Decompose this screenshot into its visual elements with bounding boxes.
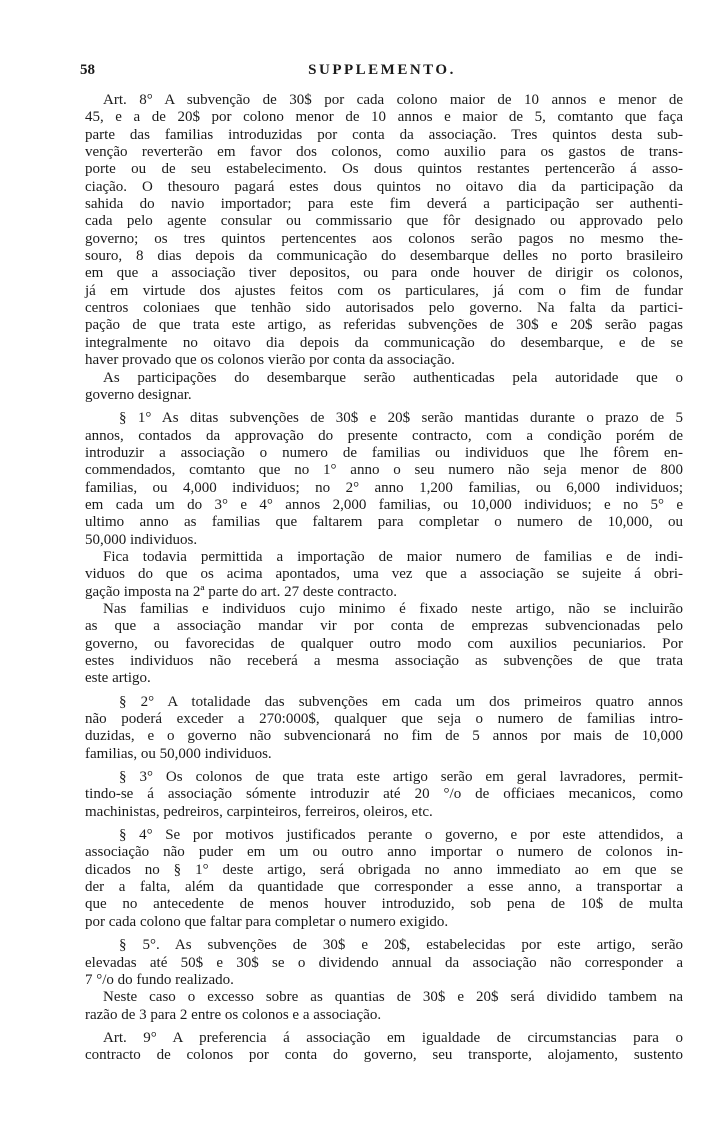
paragraph [85,937,683,989]
text-line: em que a associação tiver depositos, ou para onde houver de dirigir os colonos, [85,265,683,282]
text-line: annos, contados da approvação do presente contracto, com a condição porém de [85,427,683,444]
text-line: 45, e a de 20$ por colono menor de 10 annos e maior de 5, comtanto que faça [85,109,683,126]
text-line: Art. 9° A preferencia á associação em igualdade de circumstancias para o [103,1029,683,1046]
text-line: 50,000 individuos. [85,531,198,548]
paragraph [85,989,683,1024]
text-line: que no antecedente de menos houver introduzido, sob pena de 10$ de multa [85,896,683,913]
text-line: sahida do navio importador; para este fim deverá a participação ser authenti- [85,196,683,213]
text-line: tindo-se á associação sómente introduzir até 20 °/o de officiaes mecanicos, como [85,786,683,803]
text-line: ciação. O thesouro pagará estes dous quintos no oitavo dia da participação da [85,178,683,195]
paragraph [85,410,683,549]
text-line: der a falta, além da quantidade que corresponder a esse anno, a transportar a [85,879,683,896]
text-line: parte das familias introduzidas por conta da associação. Tres quintos desta sub- [85,126,683,143]
paragraph [85,92,683,370]
text-line: Neste caso o excesso sobre as quantias de 30$ e 20$ será dividido tambem na [103,989,683,1006]
text-line: introduzir a associação o numero de familias ou individuos que lhe fôrem en- [85,444,683,461]
text-line: porte ou de seu estabelecimento. Os dous quintos restantes pertencerão á asso- [85,161,683,178]
text-line: commendados, comtanto que no 1° anno o seu numero não seja menor de 800 [85,462,683,479]
text-line: familias, ou 4,000 individuos; no 2° anno 1,200 familias, ou 6,000 individuos; [85,479,683,496]
text-line: Art. 8° A subvenção de 30$ por cada colono maior de 10 annos e menor de [103,92,683,108]
text-line: 7 °/o do fundo realizado. [85,971,234,988]
paragraph [85,694,683,763]
text-line: § 5°. As subvenções de 30$ e 20$, estabelecidas por este artigo, serão [119,937,683,954]
page-header [80,62,684,82]
text-line: § 1° As ditas subvenções de 30$ e 20$ serão mantidas durante o prazo de 5 [119,410,683,427]
text-line: associação não puder em um ou outro anno importar o numero de colonos in- [85,844,683,861]
paragraph [85,601,683,688]
text-line: § 2° A totalidade das subvenções em cada um dos primeiros quatro annos [119,693,683,710]
text-line: viduos do que os acima apontados, uma vez que a associação se sujeite á obri- [85,566,683,583]
text-line: pação de que trata este artigo, as referidas subvenções de 30$ e 20$ serão pagas [85,317,683,334]
text-line: centros coloniaes que tenhão sido autorisados pelo governo. Na falta da partici- [85,300,683,317]
running-title: SUPPLEMENTO. [308,62,456,78]
text-line: em cada um do 3° e 4° annos 2,000 familias, ou 10,000 individuos; e no 5° e [85,496,683,513]
text-line: § 3° Os colonos de que trata este artigo serão em geral lavradores, permit- [119,769,683,786]
text-line: haver provado que os colonos vierão por conta da associação. [85,352,455,369]
text-line: souro, 8 dias depois da communicação do desembarque delles no porto brasileiro [85,248,683,265]
text-line: contracto de colonos por conta do governo, seu transporte, alojamento, sustento [85,1047,683,1064]
text-line: governo, ou favorecidas de qualquer outro modo com auxilios pecuniarios. Por [85,635,683,652]
text-line: duzidas, e o governo não subvencionará no fim de 5 annos por mais de 10,000 [85,728,683,745]
paragraph [85,769,683,821]
text-line: venção reverterão em favor dos colonos, como auxilio para os gastos de trans- [85,144,683,161]
page-number: 58 [80,62,95,78]
paragraph [85,827,683,931]
text-line: Nas familias e individuos cujo minimo é fixado neste artigo, não se incluirão [103,600,683,617]
paragraph [85,1030,683,1065]
text-line: este artigo. [85,670,151,687]
text-line: cada pelo agente consular ou commissario que fôr designado ou approvado pelo [85,213,683,230]
text-line: estes individuos não receberá a mesma associação as subvenções de que trata [85,653,683,669]
text-line: governo designar. [85,386,192,403]
text-line: ultimo anno as familias que faltarem para completar o numero de 10,000, ou [85,514,683,531]
text-line: familias, ou 50,000 individuos. [85,745,272,762]
text-line: gação imposta na 2ª parte do art. 27 deste contracto. [85,583,397,600]
text-line: machinistas, pedreiros, carpinteiros, ferreiros, oleiros, etc. [85,803,433,820]
text-line: dicados no § 1° deste artigo, será obrigada no anno immediato ao em que se [85,861,683,878]
text-line: Fica todavia permittida a importação de maior numero de familias e de indi- [103,548,683,565]
text-line: integralmente no oitavo dia depois da communicação do desembarque, e de se [85,334,683,351]
text-line: § 4° Se por motivos justificados perante o governo, e por este attendidos, a [119,827,683,844]
text-line: As participações do desembarque serão authenticadas pela autoridade que o [103,369,683,386]
page-body [85,92,683,1065]
paragraph [85,549,683,601]
paragraph [85,370,683,405]
text-line: elevadas até 50$ e 30$ se o dividendo annual da associação não corresponder a [85,954,683,971]
text-line: já em virtude dos ajustes feitos com os particulares, já com o fim de fundar [85,282,683,299]
text-line: não poderá exceder a 270:000$, qualquer que seja o numero de familias intro- [85,711,683,728]
text-line: governo; os tres quintos pertencentes aos colonos serão pagos no mesmo the- [85,230,683,247]
text-line: razão de 3 para 2 entre os colonos e a associação. [85,1006,382,1023]
text-line: por cada colono que faltar para completar o numero exigido. [85,913,449,930]
text-line: as que a associação mandar vir por conta de emprezas subvencionadas pelo [85,618,683,635]
